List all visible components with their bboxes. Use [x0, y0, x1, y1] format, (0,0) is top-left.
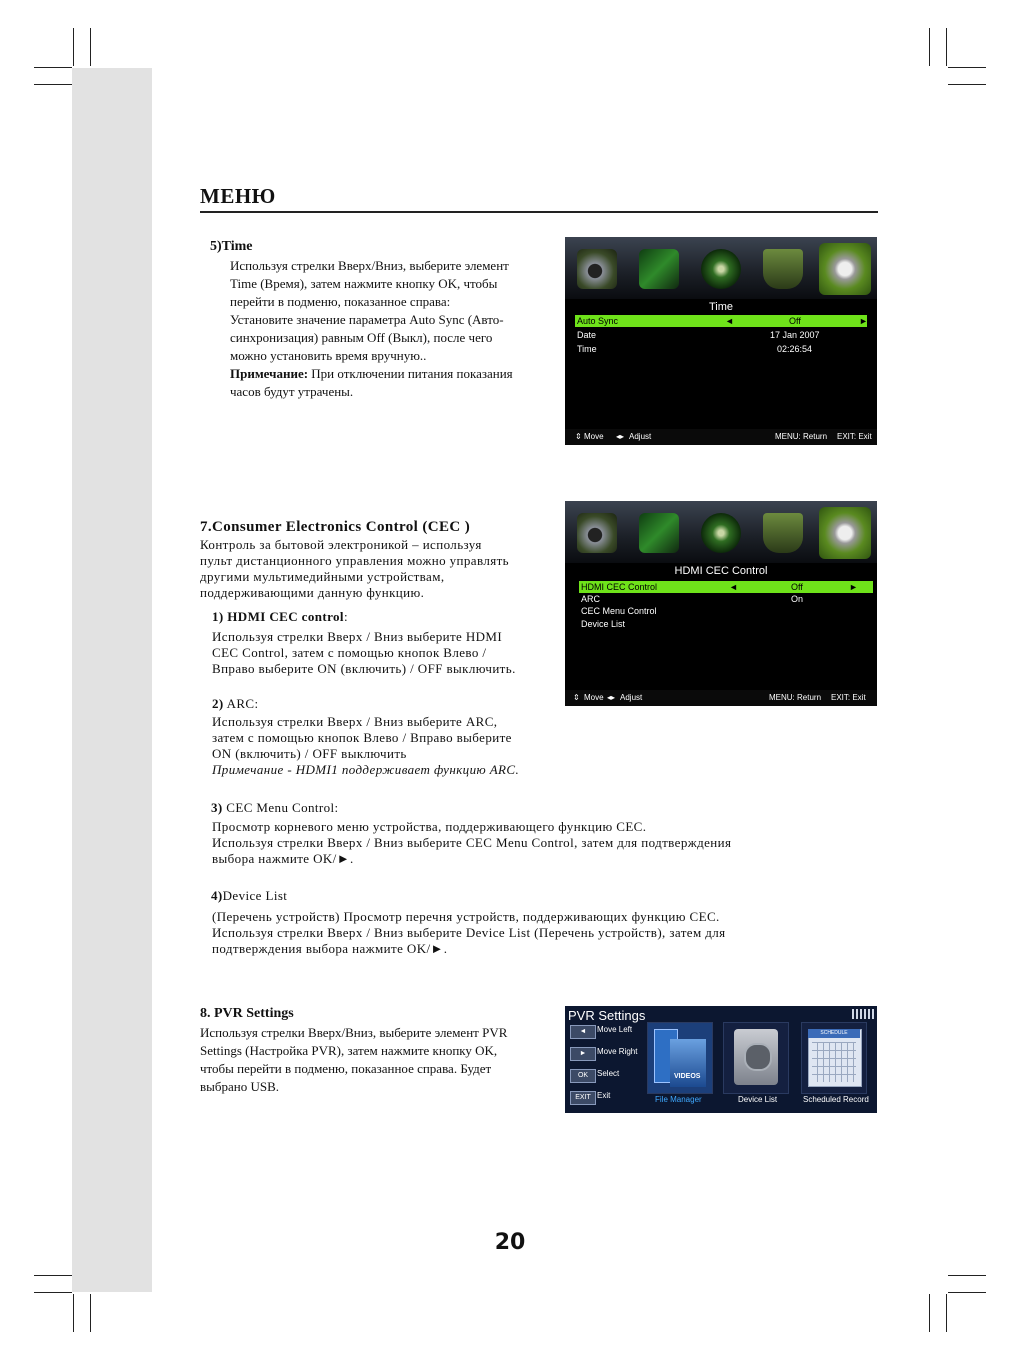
- screen-title: HDMI CEC Control: [674, 565, 768, 577]
- footer-move: Move: [584, 693, 604, 702]
- text-line: можно установить время вручную..: [230, 348, 427, 363]
- text-line: поддерживающими данную функцию.: [200, 585, 425, 600]
- cec-sub2-text: [212, 714, 519, 778]
- text-line: CEC Control, затем с помощью кнопок Влево /: [212, 645, 487, 660]
- file-manager-label: File Manager: [655, 1095, 702, 1104]
- text-line: ON (включить) / OFF выключить: [212, 746, 407, 761]
- row-value: Off: [791, 582, 803, 592]
- row-label: Device List: [581, 619, 626, 629]
- text-line: чтобы перейти в подменю, показанное справа. Будет: [200, 1061, 492, 1076]
- picture-icon: [577, 513, 617, 553]
- move-left-label: Move Left: [597, 1025, 633, 1034]
- crop-mark: [948, 1275, 986, 1276]
- sub-title: ARC:: [226, 696, 259, 711]
- cec-sub3-text: [212, 819, 731, 867]
- exit-key[interactable]: EXIT: [570, 1091, 596, 1105]
- row-label: Date: [577, 330, 597, 340]
- cec-intro: [200, 537, 509, 601]
- text-line: пульт дистанционного управления можно управлять: [200, 553, 509, 568]
- page-margin-band: [72, 68, 152, 1292]
- sub-number: 1): [212, 609, 224, 624]
- disk-platter-icon: [744, 1043, 772, 1071]
- file-manager-tile[interactable]: [647, 1022, 713, 1094]
- crop-mark: [90, 1294, 91, 1332]
- sub-number: 3): [211, 800, 223, 815]
- text-line: Просмотр корневого меню устройства, поддерживающего функцию CEC.: [212, 819, 647, 834]
- text-line: перейти в подменю, показанное справа:: [230, 294, 451, 309]
- menu-row-date[interactable]: [575, 329, 867, 341]
- signal-stripes-icon: [852, 1009, 874, 1019]
- page-title: МЕНЮ: [200, 184, 276, 208]
- footer-move: Move: [584, 432, 604, 441]
- crop-mark: [946, 28, 947, 66]
- cec-heading: 7.Consumer Electronics Control (CEC ): [200, 519, 471, 535]
- row-label: ARC: [581, 594, 601, 604]
- menu-row-hdmi-cec[interactable]: [579, 581, 873, 593]
- text-line: Используя стрелки Вверх/Вниз, выберите элемент: [230, 258, 509, 273]
- cec-sub4-text: [212, 909, 726, 957]
- row-label: HDMI CEC Control: [581, 582, 658, 592]
- footer-adjust: Adjust: [620, 693, 643, 702]
- menu-row-cec-menu-control[interactable]: [579, 605, 873, 617]
- device-list-tile[interactable]: [723, 1022, 789, 1094]
- text-line: Используя стрелки Вверх / Вниз выберите CEC Menu Control, затем для подтверждения: [212, 835, 732, 850]
- calendar-grid: [812, 1042, 856, 1082]
- note-text: При отключении питания показания: [308, 366, 513, 381]
- page-number: 20: [494, 1230, 526, 1255]
- footer-exit: EXIT: Exit: [837, 432, 872, 441]
- cec-sub1-heading: [212, 609, 348, 625]
- leftright-icon: ◂▸: [607, 693, 616, 702]
- pvr-description: [200, 1024, 507, 1096]
- move-right-label: Move Right: [597, 1047, 638, 1056]
- scheduled-record-tile[interactable]: [801, 1022, 867, 1094]
- crop-mark: [929, 28, 930, 66]
- crop-mark: [948, 84, 986, 85]
- move-right-key[interactable]: ►: [570, 1047, 596, 1061]
- arc-note: Примечание - HDMI1 поддерживает функцию ARC.: [212, 762, 520, 777]
- cec-sub1-text: [212, 629, 516, 677]
- text-line: затем с помощью кнопок Влево / Вправо выберите: [212, 730, 512, 745]
- time-menu-screenshot: [565, 237, 877, 445]
- sub-title: Device List: [222, 888, 288, 903]
- title-rule: [200, 211, 878, 213]
- crop-mark: [34, 67, 72, 68]
- text-line: синхронизация) равным Off (Выкл), после чего: [230, 330, 493, 345]
- text-line: Используя стрелки Вверх / Вниз выберите Device List (Перечень устройств), затем для: [212, 925, 726, 940]
- menu-icon-bar: [565, 501, 877, 563]
- pvr-heading: 8. PVR Settings: [200, 1006, 294, 1021]
- picture-icon: [577, 249, 617, 289]
- row-value: Off: [789, 316, 801, 326]
- scheduled-record-label: Scheduled Record: [803, 1095, 869, 1104]
- crop-mark: [34, 84, 72, 85]
- crop-mark: [948, 67, 986, 68]
- footer-exit: EXIT: Exit: [831, 693, 866, 702]
- note-line: [230, 365, 513, 383]
- select-label: Select: [597, 1069, 620, 1078]
- arrow-left-icon: ◄: [725, 316, 734, 326]
- arrow-left-icon: ◄: [729, 582, 738, 592]
- text-line: Time (Время), затем нажмите кнопку OK, чтобы: [230, 276, 498, 291]
- sub-number: 2): [212, 696, 224, 711]
- sub-title: HDMI CEC control: [227, 609, 344, 624]
- crop-mark: [34, 1292, 72, 1293]
- row-label: Auto Sync: [577, 316, 619, 326]
- screen-title: Time: [708, 301, 734, 313]
- setup-gear-icon: [819, 507, 871, 559]
- text-line: Используя стрелки Вверх/Вниз, выберите элемент PVR: [200, 1025, 508, 1040]
- screen-title: PVR Settings: [568, 1008, 646, 1023]
- text-line: Используя стрелки Вверх / Вниз выберите ARC,: [212, 714, 498, 729]
- sub-colon: :: [343, 609, 348, 624]
- cec-menu-screenshot: [565, 501, 877, 706]
- text-line: Вправо выберите ON (включить) / OFF выключить.: [212, 661, 516, 676]
- schedule-badge: SCHEDULE: [808, 1029, 860, 1038]
- text-line: Установите значение параметра Auto Sync (Авто-: [230, 312, 504, 327]
- screen-footer: [565, 690, 877, 706]
- crop-mark: [73, 28, 74, 66]
- select-key[interactable]: OK: [570, 1069, 596, 1083]
- row-label: Time: [577, 344, 597, 354]
- row-label: CEC Menu Control: [581, 606, 657, 616]
- channel-icon: [701, 249, 741, 289]
- updown-icon: ⇕: [573, 693, 580, 702]
- text-line: часов будут утрачены.: [230, 384, 354, 399]
- lock-icon: [763, 513, 803, 553]
- crop-mark: [73, 1294, 74, 1332]
- footer-menu-return: MENU: Return: [769, 693, 822, 702]
- crop-mark: [929, 1294, 930, 1332]
- menu-icon-bar: [565, 237, 877, 299]
- menu-row-arc[interactable]: [579, 593, 873, 605]
- crop-mark: [946, 1294, 947, 1332]
- text-line: подтверждения выбора нажмите OK/►.: [212, 941, 448, 956]
- channel-icon: [701, 513, 741, 553]
- row-value: On: [791, 594, 804, 604]
- cec-sub2-heading: [212, 696, 259, 712]
- time-heading: 5)Time: [210, 239, 253, 254]
- setup-gear-icon: [819, 243, 871, 295]
- menu-row-time[interactable]: [575, 343, 867, 355]
- text-line: другими мультимедийными устройствам,: [200, 569, 445, 584]
- crop-mark: [948, 1292, 986, 1293]
- crop-mark: [90, 28, 91, 66]
- device-list-label: Device List: [738, 1095, 778, 1104]
- cec-sub4-heading: [211, 888, 287, 904]
- row-value: 02:26:54: [777, 344, 813, 354]
- leftright-icon: ◂▸: [616, 432, 625, 441]
- lock-icon: [763, 249, 803, 289]
- text-line: выбрано USB.: [200, 1079, 280, 1094]
- text-line: (Перечень устройств) Просмотр перечня устройств, поддерживающих функцию CEC.: [212, 909, 720, 924]
- pvr-settings-screenshot: [565, 1006, 877, 1113]
- menu-row-device-list[interactable]: [579, 618, 873, 630]
- screen-footer: [565, 429, 877, 445]
- arrow-right-icon: ►: [859, 316, 868, 326]
- text-line: Используя стрелки Вверх / Вниз выберите HDMI: [212, 629, 503, 644]
- crop-mark: [34, 1275, 72, 1276]
- text-line: выбора нажмите OK/►.: [212, 851, 354, 866]
- sub-title: CEC Menu Control:: [226, 800, 339, 815]
- cec-sub3-heading: [211, 800, 339, 816]
- time-description: [230, 257, 513, 401]
- exit-label: Exit: [597, 1091, 611, 1100]
- videos-badge: VIDEOS: [674, 1073, 701, 1080]
- row-value: 17 Jan 2007: [770, 330, 820, 340]
- note-label: Примечание:: [230, 366, 309, 381]
- updown-icon: ⇕: [575, 432, 582, 441]
- sound-icon: [639, 249, 679, 289]
- move-left-key[interactable]: ◄: [570, 1025, 596, 1039]
- text-line: Контроль за бытовой электроникой – используя: [200, 537, 482, 552]
- sound-icon: [639, 513, 679, 553]
- sub-number: 4): [211, 888, 223, 903]
- arrow-right-icon: ►: [849, 582, 858, 592]
- footer-adjust: Adjust: [629, 432, 652, 441]
- footer-menu-return: MENU: Return: [775, 432, 828, 441]
- text-line: Settings (Настройка PVR), затем нажмите кнопку OK,: [200, 1043, 498, 1058]
- menu-row-auto-sync[interactable]: [575, 315, 867, 327]
